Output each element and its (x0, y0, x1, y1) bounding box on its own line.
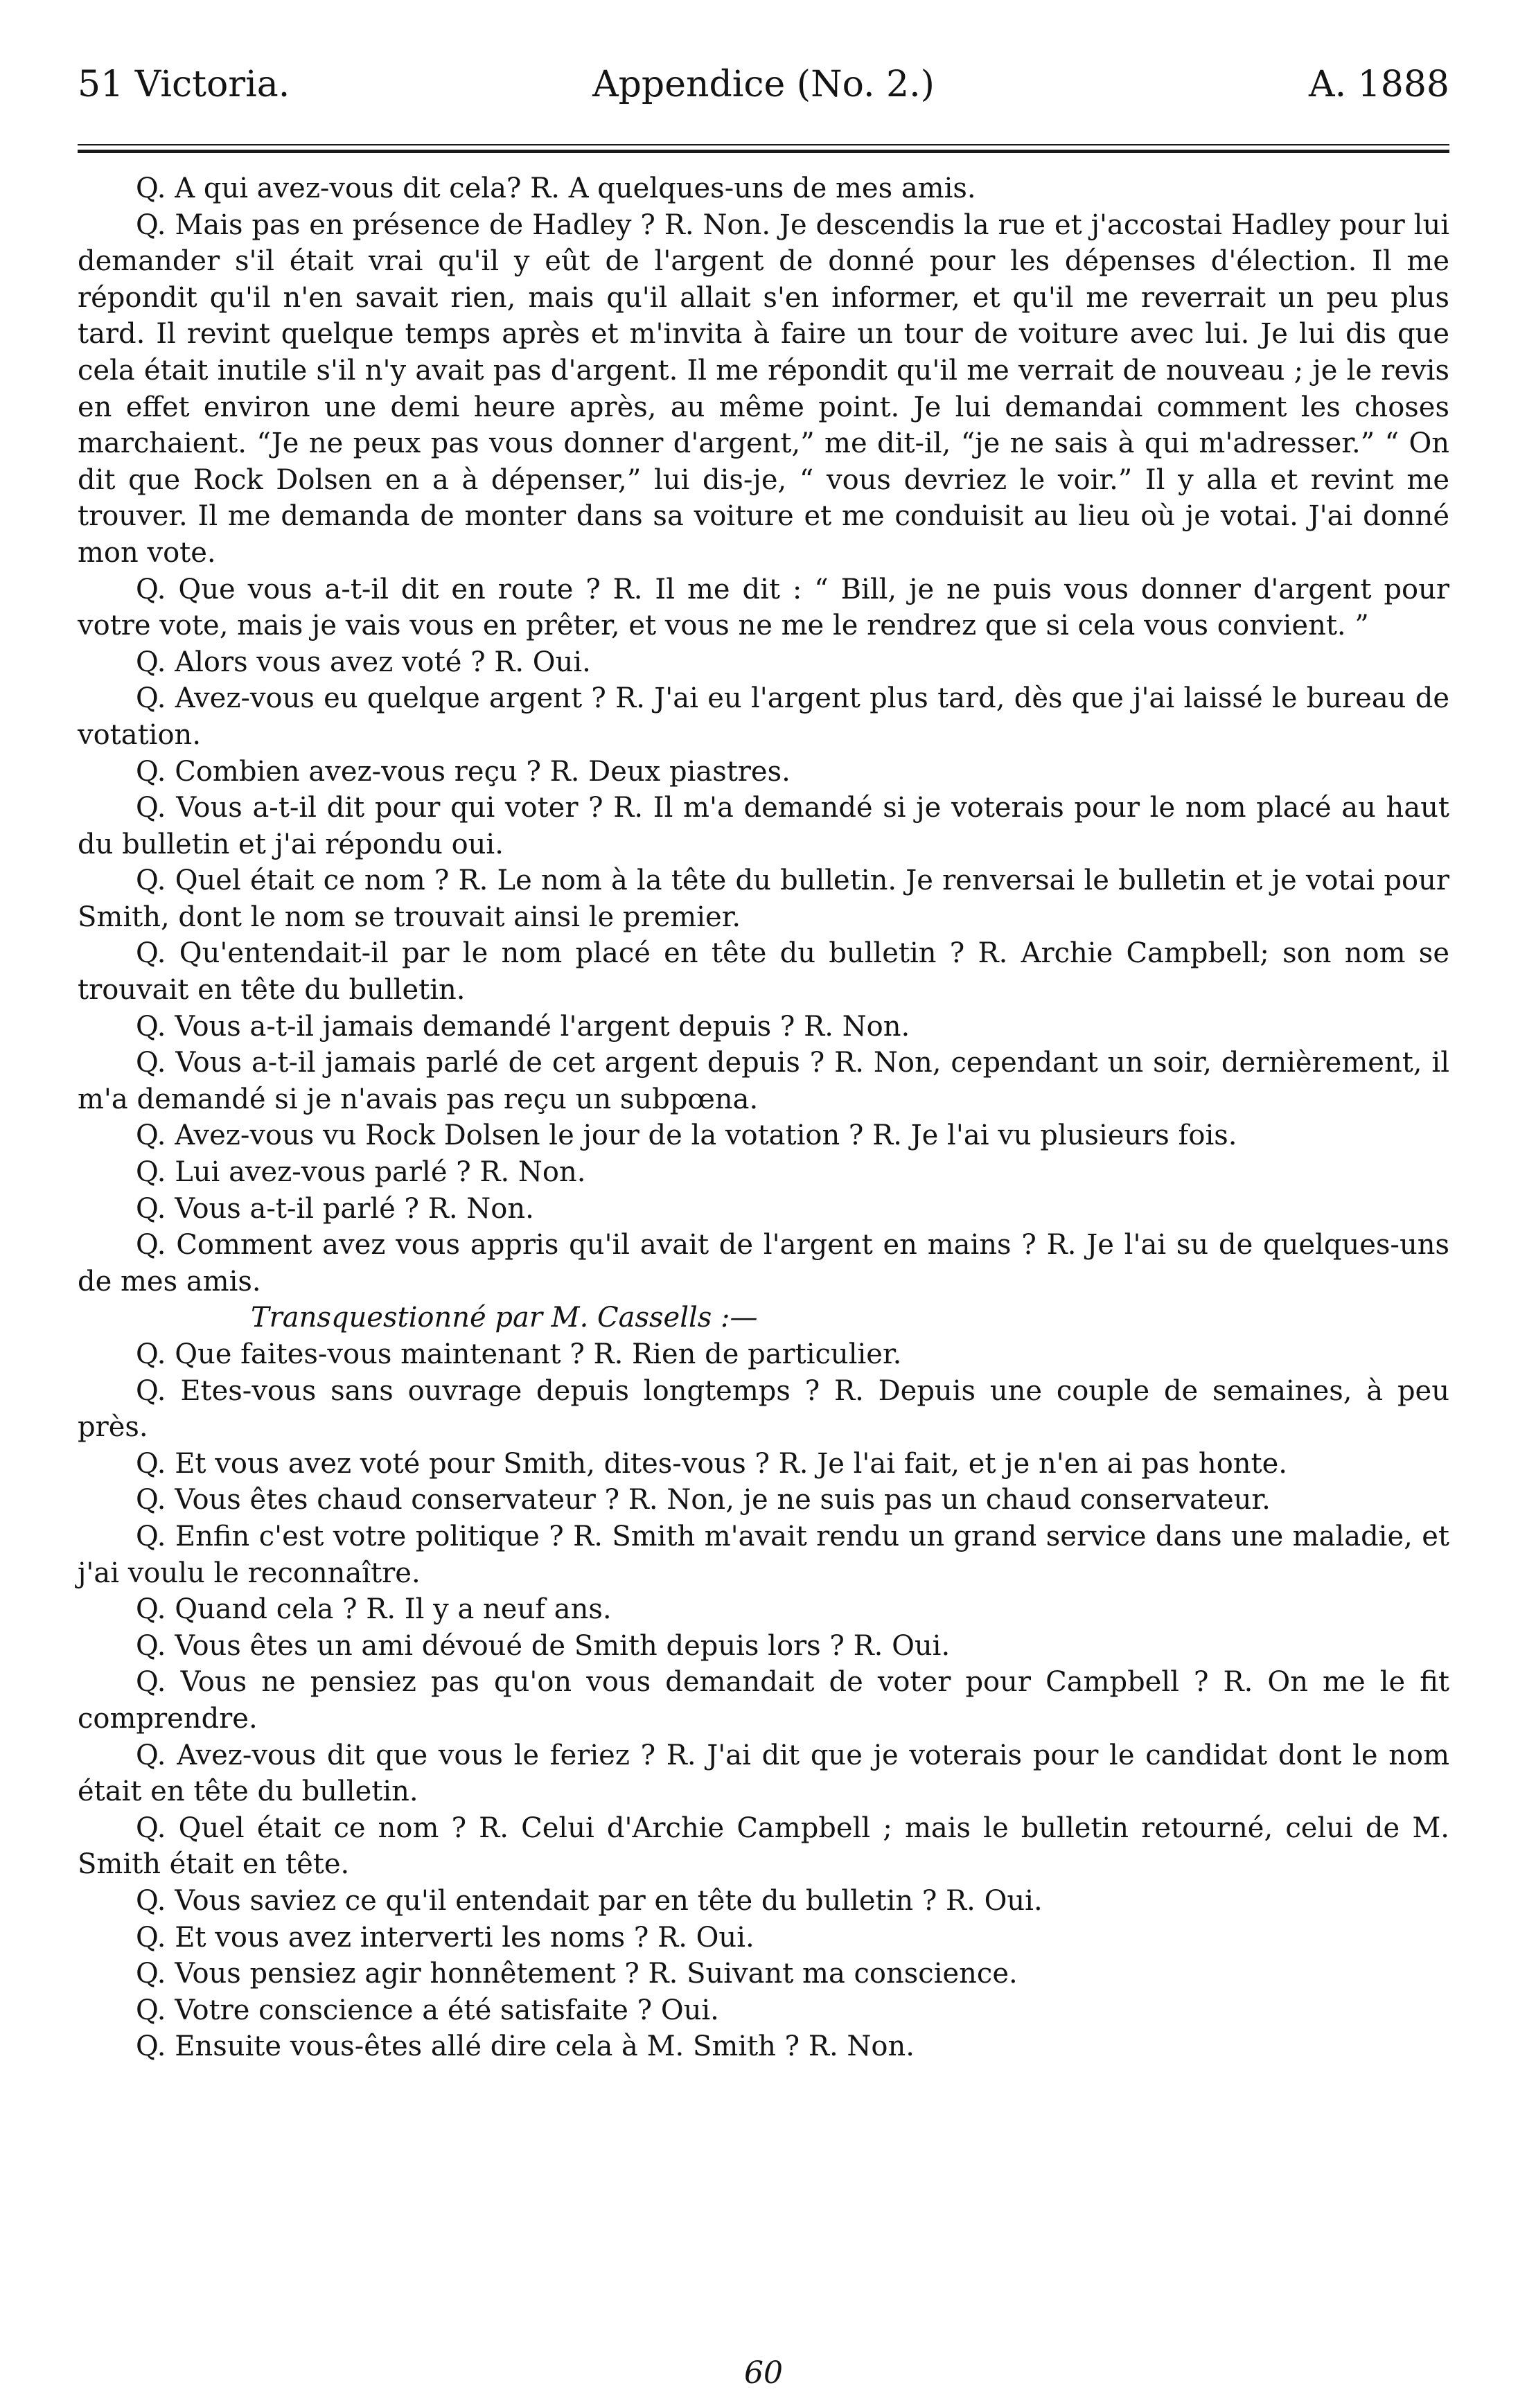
paragraph: Q. Que faites-vous maintenant ? R. Rien de particulier. (136, 1338, 902, 1370)
paragraph: Q. Mais pas en présence de Hadley ? R. Non. Je descendis la rue et j'accostai Hadley pour lui demander s'il était vrai qu'il y eût de l'argent de donné pour les dépenses d'élection. Il me répondit qu'il n'en savait rien, mais qu'il allait s'en informer, et qu'il me reverrait un peu plus tard. Il revint quelque temps après et m'invita à faire un tour de voiture avec lui. Je lui dis que cela était inutile s'il n'y avait pas d'argent. Il me répondit qu'il me verrait de nouveau ; je le revis en effet environ une demi heure après, au même point. Je lui demandai comment les choses marchaient. “Je ne peux pas vous donner d'argent,” me dit-il, “je ne sais à qui m'adresser.” “ On dit que Rock Dolsen en a à dépenser,” lui dis-je, “ vous devriez le voir.” Il y alla et revint me trouver. Il me demanda de monter dans sa voiture et me conduisit au lieu où je votai. J'ai donné mon vote. (78, 209, 1449, 569)
paragraph: Q. Ensuite vous-êtes allé dire cela à M. Smith ? R. Non. (136, 2030, 915, 2063)
paragraph: Q. Avez-vous eu quelque argent ? R. J'ai eu l'argent plus tard, dès que j'ai laissé le bureau de votation. (78, 682, 1449, 751)
paragraph: Q. Enfin c'est votre politique ? R. Smith m'avait rendu un grand service dans une maladie, et j'ai voulu le reconnaître. (78, 1520, 1449, 1589)
paragraph: Q. Vous êtes chaud conservateur ? R. Non, je ne suis pas un chaud conservateur. (136, 1484, 1271, 1516)
paragraph: Q. Et vous avez interverti les noms ? R. Oui. (136, 1921, 754, 1954)
testimony-text (78, 170, 1449, 2065)
paragraph: Q. Et vous avez voté pour Smith, dites-vous ? R. Je l'ai fait, et je n'en ai pas honte. (136, 1447, 1287, 1480)
paragraph: Q. A qui avez-vous dit cela? R. A quelques-uns de mes amis. (136, 172, 976, 204)
paragraph: Q. Combien avez-vous reçu ? R. Deux piastres. (136, 755, 791, 788)
paragraph: Q. Vous êtes un ami dévoué de Smith depuis lors ? R. Oui. (136, 1629, 951, 1662)
header-year: A. 1888 (1309, 64, 1449, 105)
paragraph: Q. Vous a-t-il dit pour qui voter ? R. Il m'a demandé si je voterais pour le nom placé au haut du bulletin et j'ai répondu oui. (78, 792, 1449, 860)
cross-examination-heading: Transquestionné par M. Cassells :— (251, 1302, 758, 1334)
running-header (78, 64, 1449, 119)
header-title: Appendice (No. 2.) (592, 64, 935, 105)
page-number: 60 (744, 2355, 783, 2391)
paragraph: Q. Quel était ce nom ? R. Celui d'Archie Campbell ; mais le bulletin retourné, celui de M. Smith était en tête. (78, 1812, 1449, 1881)
header-session: 51 Victoria. (78, 64, 290, 105)
paragraph: Q. Vous a-t-il jamais demandé l'argent depuis ? R. Non. (136, 1010, 910, 1043)
header-rule (78, 144, 1449, 153)
paragraph: Q. Votre conscience a été satisfaite ? Oui. (136, 1994, 719, 2026)
paragraph: Q. Vous a-t-il parlé ? R. Non. (136, 1192, 534, 1225)
paragraph: Q. Vous a-t-il jamais parlé de cet argent depuis ? R. Non, cependant un soir, dernièrement, il m'a demandé si je n'avais pas reçu un subpœna. (78, 1047, 1449, 1115)
paragraph: Q. Lui avez-vous parlé ? R. Non. (136, 1156, 586, 1189)
paragraph: Q. Alors vous avez voté ? R. Oui. (136, 646, 591, 678)
paragraph: Q. Quand cela ? R. Il y a neuf ans. (136, 1593, 612, 1626)
paragraph: Q. Vous pensiez agir honnêtement ? R. Suivant ma conscience. (136, 1958, 1018, 1990)
paragraph: Q. Quel était ce nom ? R. Le nom à la tête du bulletin. Je renversai le bulletin et je votai pour Smith, dont le nom se trouvait ainsi le premier. (78, 865, 1449, 933)
paragraph: Q. Vous ne pensiez pas qu'on vous demandait de voter pour Campbell ? R. On me le fit comprendre. (78, 1666, 1449, 1735)
paragraph: Q. Avez-vous dit que vous le feriez ? R. J'ai dit que je voterais pour le candidat dont le nom était en tête du bulletin. (78, 1739, 1449, 1808)
paragraph: Q. Vous saviez ce qu'il entendait par en tête du bulletin ? R. Oui. (136, 1884, 1043, 1917)
paragraph: Q. Que vous a-t-il dit en route ? R. Il me dit : “ Bill, je ne puis vous donner d'argent pour votre vote, mais je vais vous en prêter, et vous ne me le rendrez que si cela vous convient. ” (78, 573, 1449, 642)
paragraph: Q. Avez-vous vu Rock Dolsen le jour de la votation ? R. Je l'ai vu plusieurs fois. (136, 1119, 1237, 1152)
paragraph: Q. Comment avez vous appris qu'il avait de l'argent en mains ? R. Je l'ai su de quelques-uns de mes amis. (78, 1229, 1449, 1298)
paragraph: Q. Qu'entendait-il par le nom placé en tête du bulletin ? R. Archie Campbell; son nom se trouvait en tête du bulletin. (78, 937, 1449, 1007)
paragraph: Q. Etes-vous sans ouvrage depuis longtemps ? R. Depuis une couple de semaines, à peu près. (78, 1374, 1449, 1444)
